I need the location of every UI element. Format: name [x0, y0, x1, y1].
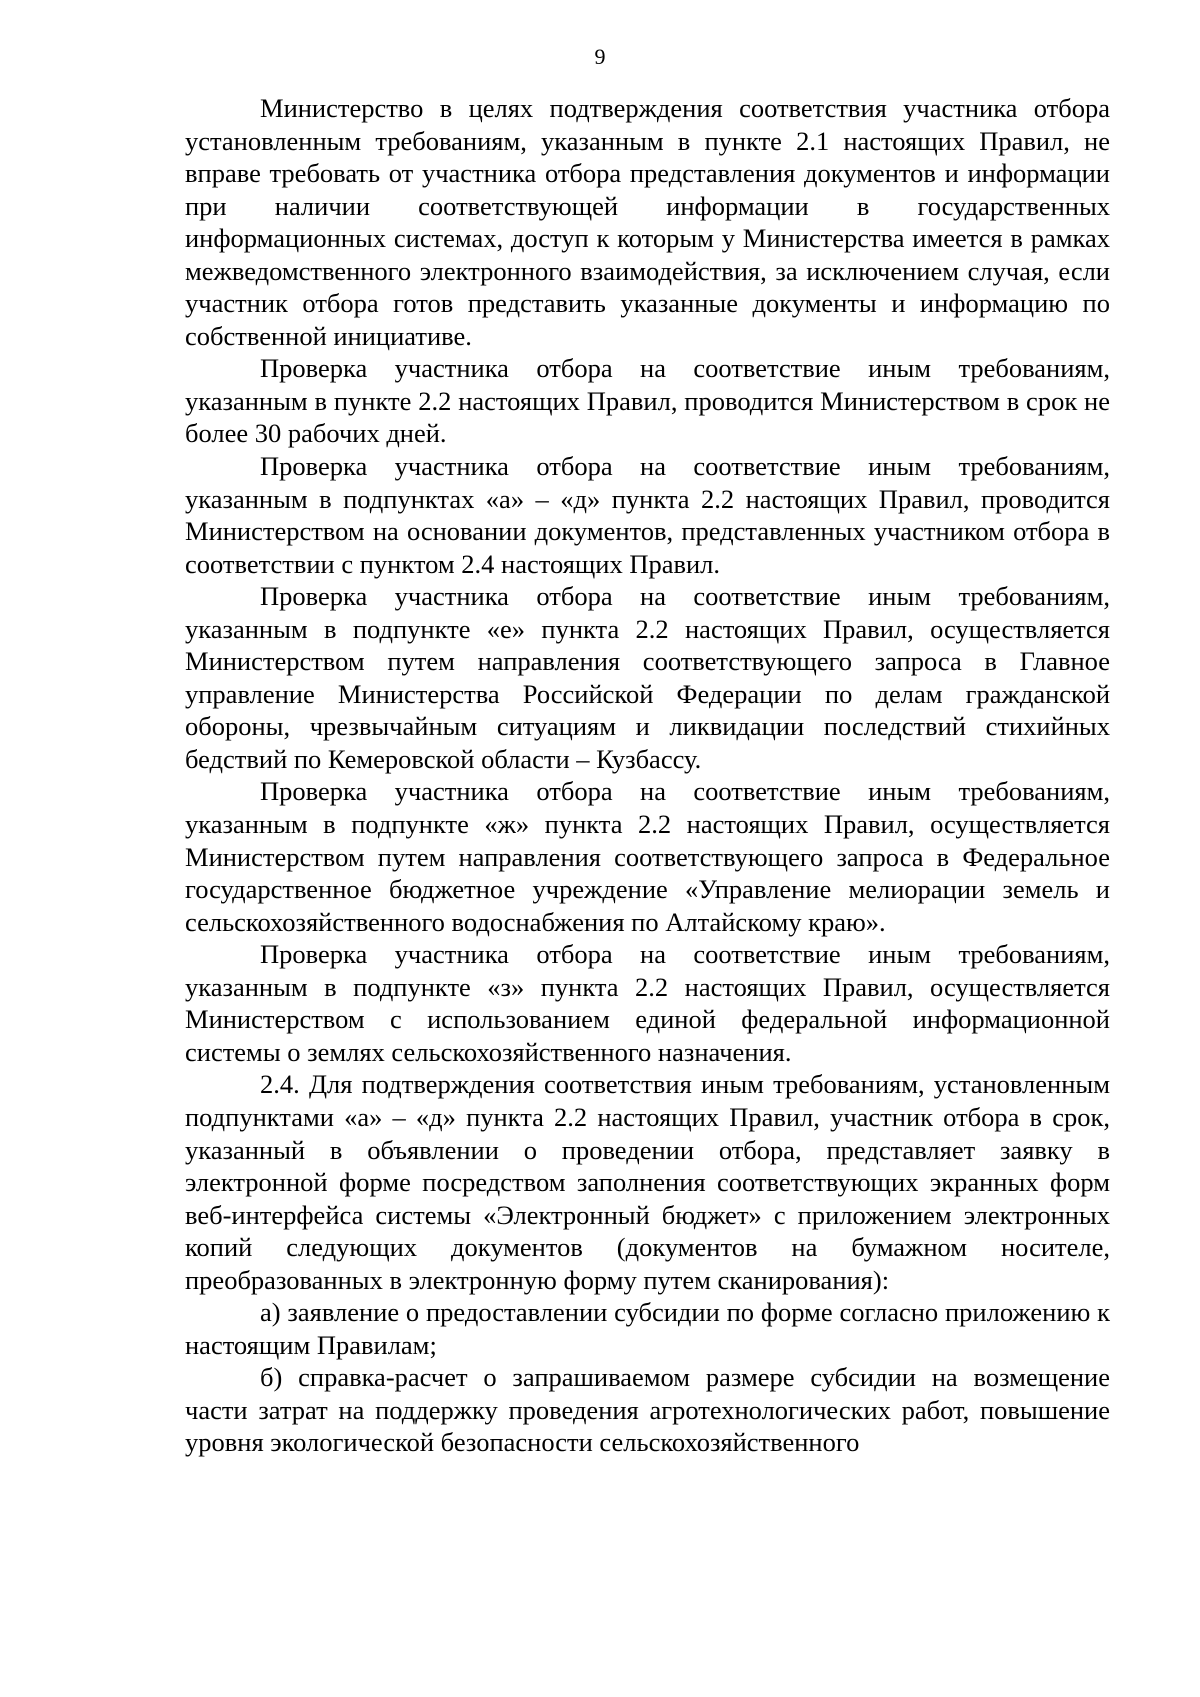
- paragraph-check-subitem-e: Проверка участника отбора на соответствие иным требованиям, указанным в подпункте «е» пункта 2.2 настоящих Правил, осуществляется Министерством путем направления соответствующего запроса в Главное управление Министерства Российской Федерации по делам гражданской обороны, чрезвычайным ситуациям и ликвидации последствий стихийных бедствий по Кемеровской области – Кузбассу.: [185, 581, 1110, 774]
- list-item-b: б) справка-расчет о запрашиваемом размере субсидии на возмещение части затрат на поддержку проведения агротехнологических работ, повышение уровня экологической безопасности сельскохозяйственного: [185, 1362, 1110, 1458]
- paragraph-check-subitem-zh: Проверка участника отбора на соответствие иным требованиям, указанным в подпункте «ж» пункта 2.2 настоящих Правил, осуществляется Министерством путем направления соответствующего запроса в Федеральное государственное бюджетное учреждение «Управление мелиорации земель и сельскохозяйственного водоснабжения по Алтайскому краю».: [185, 776, 1110, 937]
- paragraph-check-term: Проверка участника отбора на соответствие иным требованиям, указанным в пункте 2.2 настоящих Правил, проводится Министерством в срок не более 30 рабочих дней.: [185, 353, 1110, 449]
- page-number: 9: [594, 44, 606, 69]
- paragraph-check-subitem-z: Проверка участника отбора на соответствие иным требованиям, указанным в подпункте «з» пункта 2.2 настоящих Правил, осуществляется Министерством с использованием единой федеральной информационной системы о землях сельскохозяйственного назначения.: [185, 939, 1110, 1067]
- paragraph-ministry-verification: Министерство в целях подтверждения соответствия участника отбора установленным требованиям, указанным в пункте 2.1 настоящих Правил, не вправе требовать от участника отбора представления документов и информации при наличии соответствующей информации в государственных информационных системах, доступ к которым у Министерства имеется в рамках межведомственного электронного взаимодействия, за исключением случая, если участник отбора готов представить указанные документы и информацию по собственной инициативе.: [185, 93, 1110, 351]
- list-item-a: а) заявление о предоставлении субсидии по форме согласно приложению к настоящим Правилам;: [185, 1297, 1110, 1360]
- document-body: [185, 92, 1110, 1459]
- paragraph-check-subitems-a-d: Проверка участника отбора на соответствие иным требованиям, указанным в подпунктах «а» – «д» пункта 2.2 настоящих Правил, проводится Министерством на основании документов, представленных участником отбора в соответствии с пунктом 2.4 настоящих Правил.: [185, 451, 1110, 579]
- paragraph-clause-2-4: 2.4. Для подтверждения соответствия иным требованиям, установленным подпунктами «а» – «д» пункта 2.2 настоящих Правил, участник отбора в срок, указанный в объявлении о проведении отбора, представляет заявку в электронной форме посредством заполнения соответствующих экранных форм веб-интерфейса системы «Электронный бюджет» с приложением электронных копий следующих документов (документов на бумажном носителе, преобразованных в электронную форму путем сканирования):: [185, 1069, 1110, 1295]
